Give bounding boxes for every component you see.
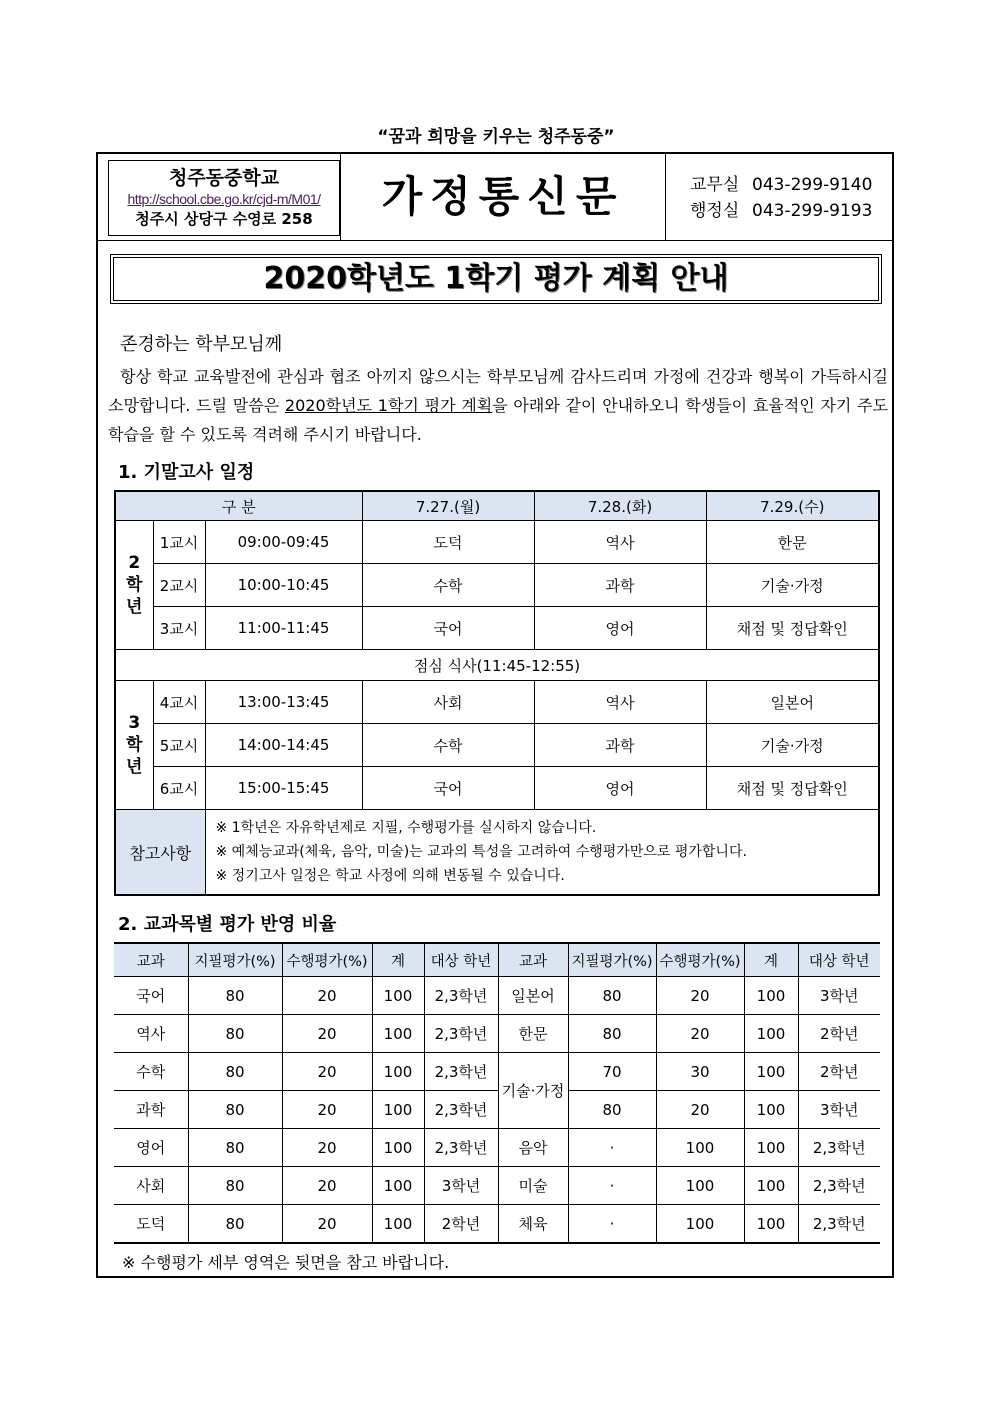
table-cell: 2학년 xyxy=(798,1015,880,1053)
table-cell: 2,3학년 xyxy=(798,1205,880,1244)
table-cell: 수학 xyxy=(362,564,534,607)
table-cell: 도덕 xyxy=(114,1205,188,1244)
table-cell: 채점 및 정답확인 xyxy=(706,607,879,650)
evaluation-ratio-table xyxy=(114,942,880,1244)
table-cell: 2,3학년 xyxy=(424,1053,498,1091)
schedule-header-label: 구 분 xyxy=(115,491,362,521)
table-cell: · xyxy=(568,1129,656,1167)
table-cell: 과학 xyxy=(534,564,706,607)
paper-title: 가정통신문 xyxy=(340,154,666,240)
table-cell: 100 xyxy=(372,1167,424,1205)
table-cell: 20 xyxy=(282,977,372,1015)
table-cell: 100 xyxy=(744,1167,798,1205)
table-cell: 기술·가정 xyxy=(706,564,879,607)
table-cell: 100 xyxy=(372,1129,424,1167)
phone-number: 043-299-9140 xyxy=(752,175,873,195)
table-cell: 음악 xyxy=(498,1129,568,1167)
table-cell: 5교시 xyxy=(153,724,205,767)
table-cell: 역사 xyxy=(534,521,706,564)
table-cell: 2학년 xyxy=(798,1053,880,1091)
table-cell: 한문 xyxy=(706,521,879,564)
table-cell: 20 xyxy=(656,1091,744,1129)
lunch-row xyxy=(115,650,879,681)
table-cell: 1교시 xyxy=(153,521,205,564)
table-cell: 09:00-09:45 xyxy=(205,521,362,564)
grade-label: 2 학 년 xyxy=(115,521,153,650)
table-cell: 2,3학년 xyxy=(424,1129,498,1167)
table-cell: 일본어 xyxy=(498,977,568,1015)
table-cell: 100 xyxy=(372,1015,424,1053)
table-cell: 100 xyxy=(372,1205,424,1244)
table-row xyxy=(115,724,879,767)
table-cell: 80 xyxy=(188,1205,282,1244)
notes-row xyxy=(115,810,879,896)
notes-label: 참고사항 xyxy=(115,810,205,896)
table-cell: 2교시 xyxy=(153,564,205,607)
school-url-link[interactable]: http://school.cbe.go.kr/cjd-m/M01/ xyxy=(127,191,321,207)
main-title: 2020학년도 1학기 평가 계획 안내 xyxy=(113,257,879,301)
table-cell: 20 xyxy=(656,1015,744,1053)
notes-list xyxy=(205,810,879,896)
table-cell: 100 xyxy=(744,1091,798,1129)
table-cell: 2,3학년 xyxy=(798,1167,880,1205)
column-header: 대상 학년 xyxy=(424,943,498,977)
main-title-box xyxy=(110,254,882,304)
table-cell: 10:00-10:45 xyxy=(205,564,362,607)
contact-row: 교무실 043-299-9140 xyxy=(690,175,873,195)
table-cell: 30 xyxy=(656,1053,744,1091)
table-row xyxy=(114,1129,880,1167)
table-cell: 과학 xyxy=(534,724,706,767)
table-cell: 80 xyxy=(568,977,656,1015)
table-cell: 2,3학년 xyxy=(424,977,498,1015)
table-row xyxy=(115,767,879,810)
grade-label: 3 학 년 xyxy=(115,681,153,810)
table-cell: 채점 및 정답확인 xyxy=(706,767,879,810)
table-cell: 3학년 xyxy=(798,977,880,1015)
note-item: ※ 정기고사 일정은 학교 사정에 의해 변동될 수 있습니다. xyxy=(215,868,565,884)
column-header: 대상 학년 xyxy=(798,943,880,977)
table-row xyxy=(114,1091,880,1129)
note-item: ※ 1학년은 자유학년제로 지필, 수행평가를 실시하지 않습니다. xyxy=(215,820,597,836)
table-row xyxy=(114,1053,880,1091)
table-cell: 3학년 xyxy=(424,1167,498,1205)
table-cell: 국어 xyxy=(362,607,534,650)
table-cell: 2,3학년 xyxy=(798,1129,880,1167)
table-cell: 2학년 xyxy=(424,1205,498,1244)
column-header: 계 xyxy=(372,943,424,977)
table-cell: 과학 xyxy=(114,1091,188,1129)
table-row xyxy=(114,1015,880,1053)
table-cell: 100 xyxy=(656,1167,744,1205)
table-cell: 11:00-11:45 xyxy=(205,607,362,650)
table-cell: 국어 xyxy=(114,977,188,1015)
school-info-box xyxy=(108,160,340,236)
table-cell: 영어 xyxy=(114,1129,188,1167)
table-row xyxy=(114,1205,880,1244)
table-cell: 13:00-13:45 xyxy=(205,681,362,724)
table-cell: 한문 xyxy=(498,1015,568,1053)
column-header: 계 xyxy=(744,943,798,977)
schedule-date: 7.29.(수) xyxy=(706,491,879,521)
table-cell: · xyxy=(568,1167,656,1205)
table-cell: 100 xyxy=(744,1015,798,1053)
table-cell: 100 xyxy=(744,977,798,1015)
table-cell: 3학년 xyxy=(798,1091,880,1129)
schedule-header-row xyxy=(115,491,879,521)
footnote: ※ 수행평가 세부 영역은 뒷면을 참고 바랍니다. xyxy=(122,1253,450,1272)
table-cell: 20 xyxy=(282,1167,372,1205)
ratio-header-row xyxy=(114,943,880,977)
table-cell: 15:00-15:45 xyxy=(205,767,362,810)
table-cell: 2,3학년 xyxy=(424,1015,498,1053)
table-row xyxy=(115,521,879,564)
contact-info xyxy=(690,172,872,224)
table-cell: 100 xyxy=(372,1053,424,1091)
table-cell: 수학 xyxy=(114,1053,188,1091)
intro-emphasis: 2020학년도 1학기 평가 계획 xyxy=(284,396,493,415)
schedule-date: 7.28.(화) xyxy=(534,491,706,521)
column-header: 지필평가(%) xyxy=(568,943,656,977)
greeting: 존경하는 학부모님께 xyxy=(120,334,283,355)
school-address: 청주시 상당구 수영로 258 xyxy=(135,210,313,228)
table-cell: 80 xyxy=(188,1015,282,1053)
table-cell: 4교시 xyxy=(153,681,205,724)
lunch-label: 점심 식사(11:45-12:55) xyxy=(115,650,879,681)
table-cell: 20 xyxy=(282,1091,372,1129)
newsletter-frame xyxy=(96,152,894,1278)
table-cell: 80 xyxy=(568,1091,656,1129)
table-cell: 국어 xyxy=(362,767,534,810)
table-cell: 80 xyxy=(568,1015,656,1053)
table-cell: 20 xyxy=(656,977,744,1015)
section1-title: 1. 기말고사 일정 xyxy=(118,462,255,483)
table-cell: 100 xyxy=(656,1129,744,1167)
table-cell: 80 xyxy=(188,977,282,1015)
intro-paragraph: 항상 학교 교육발전에 관심과 협조 아끼지 않으시는 학부모님께 감사드리며 가정에 건강과 행복이 가득하시길 소망합니다. 드릴 말씀은 2020학년도 1학기 평가 계획을 아래와 같이 안내하오니 학생들이 효율적인 자기 주도 학습을 할 수 있도록 격려해 주시기 바랍니다. xyxy=(108,367,889,444)
table-cell: 영어 xyxy=(534,767,706,810)
column-header: 교과 xyxy=(498,943,568,977)
table-row xyxy=(114,977,880,1015)
column-header: 수행평가(%) xyxy=(656,943,744,977)
table-cell: 14:00-14:45 xyxy=(205,724,362,767)
table-cell: 20 xyxy=(282,1205,372,1244)
table-cell: 기술·가정 xyxy=(498,1053,568,1129)
table-cell: 100 xyxy=(744,1205,798,1244)
schedule-date: 7.27.(월) xyxy=(362,491,534,521)
table-cell: 100 xyxy=(372,977,424,1015)
table-cell: 20 xyxy=(282,1015,372,1053)
column-header: 수행평가(%) xyxy=(282,943,372,977)
table-cell: 20 xyxy=(282,1053,372,1091)
table-row xyxy=(114,1167,880,1205)
table-cell: 80 xyxy=(188,1129,282,1167)
exam-schedule-table xyxy=(114,490,880,896)
table-cell: 3교시 xyxy=(153,607,205,650)
section2-title: 2. 교과목별 평가 반영 비율 xyxy=(118,914,337,935)
table-cell: 사회 xyxy=(114,1167,188,1205)
phone-number: 043-299-9193 xyxy=(752,201,873,221)
table-cell: 미술 xyxy=(498,1167,568,1205)
table-cell: 20 xyxy=(282,1129,372,1167)
table-cell: 2,3학년 xyxy=(424,1091,498,1129)
table-cell: 도덕 xyxy=(362,521,534,564)
note-item: ※ 예체능교과(체육, 음악, 미술)는 교과의 특성을 고려하여 수행평가만으로 평가합니다. xyxy=(215,844,747,860)
table-cell: 일본어 xyxy=(706,681,879,724)
table-row xyxy=(115,607,879,650)
school-slogan: “꿈과 희망을 키우는 청주동중” xyxy=(377,127,615,147)
column-header: 교과 xyxy=(114,943,188,977)
table-cell: 수학 xyxy=(362,724,534,767)
table-cell: 역사 xyxy=(534,681,706,724)
table-cell: 영어 xyxy=(534,607,706,650)
table-cell: · xyxy=(568,1205,656,1244)
newsletter-header xyxy=(98,154,892,241)
table-cell: 70 xyxy=(568,1053,656,1091)
table-cell: 80 xyxy=(188,1091,282,1129)
table-cell: 80 xyxy=(188,1167,282,1205)
table-cell: 6교시 xyxy=(153,767,205,810)
table-row xyxy=(115,681,879,724)
table-cell: 100 xyxy=(744,1053,798,1091)
table-row xyxy=(115,564,879,607)
table-cell: 100 xyxy=(372,1091,424,1129)
contact-row: 행정실 043-299-9193 xyxy=(690,201,873,221)
table-cell: 체육 xyxy=(498,1205,568,1244)
column-header: 지필평가(%) xyxy=(188,943,282,977)
table-cell: 역사 xyxy=(114,1015,188,1053)
table-cell: 사회 xyxy=(362,681,534,724)
table-cell: 기술·가정 xyxy=(706,724,879,767)
school-name: 청주동중학교 xyxy=(168,167,280,189)
table-cell: 100 xyxy=(744,1129,798,1167)
table-cell: 80 xyxy=(188,1053,282,1091)
table-cell: 100 xyxy=(656,1205,744,1244)
